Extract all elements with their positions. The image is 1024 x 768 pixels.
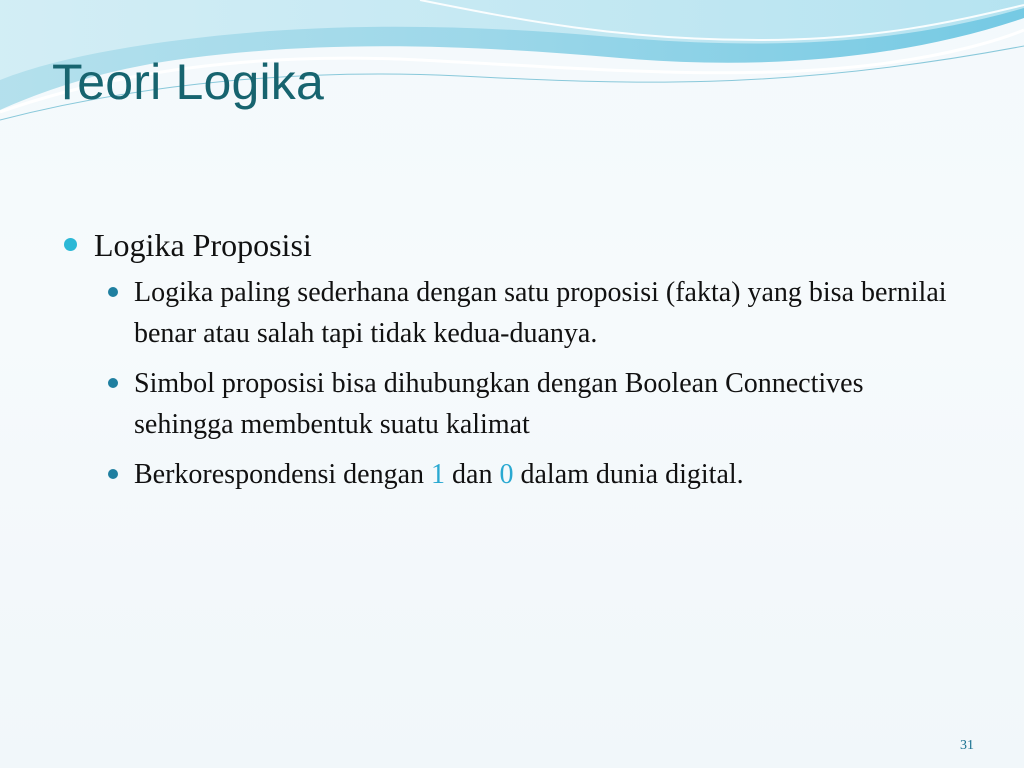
sub-bullet-list: [108, 272, 964, 495]
bullet-dot-icon: [108, 469, 118, 479]
slide-title: Teori Logika: [52, 54, 325, 110]
bullet-dot-icon: [108, 378, 118, 388]
digit-zero: 0: [499, 459, 514, 490]
digit-one: 1: [431, 459, 446, 490]
sub-bullet-text: Logika paling sederhana dengan satu proposisi (fakta) yang bisa bernilai benar atau salah tapi tidak kedua-duanya.: [134, 277, 947, 349]
sub-bullet-text-before: Berkorespondensi dengan: [134, 459, 432, 490]
bullet-dot-icon: [64, 238, 77, 251]
sub-bullet-item: [108, 454, 964, 495]
page-number: 31: [960, 738, 974, 753]
bullet-dot-icon: [108, 287, 118, 297]
slide-content: [64, 222, 964, 504]
sub-bullet-item: [108, 363, 964, 445]
bullet-text: Logika Proposisi: [94, 227, 312, 263]
sub-bullet-item: [108, 272, 964, 354]
sub-bullet-text-middle: dan: [445, 459, 500, 490]
sub-bullet-text-after: dalam dunia digital.: [513, 459, 744, 490]
bullet-level-1: [64, 222, 964, 268]
sub-bullet-text: Simbol proposisi bisa dihubungkan dengan Boolean Connectives sehingga membentuk suatu kalimat: [134, 368, 864, 440]
